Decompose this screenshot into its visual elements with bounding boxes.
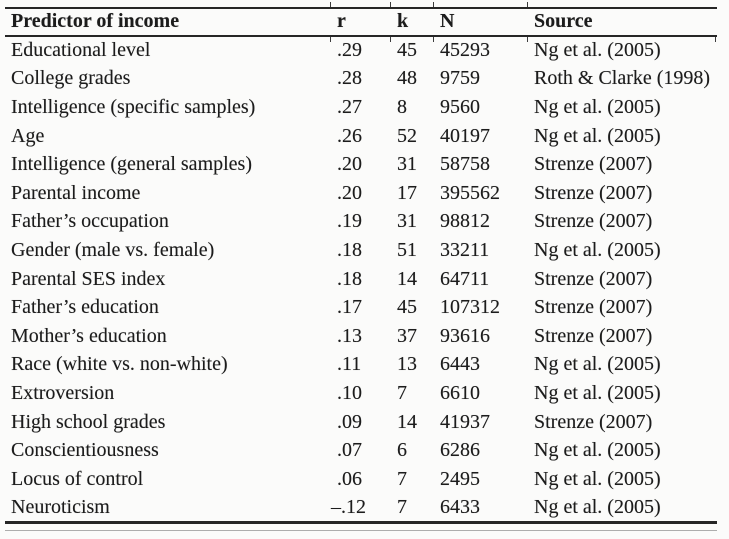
cell-k: 14: [397, 267, 417, 290]
column-divider-tick: [433, 37, 434, 42]
table-row: [5, 65, 717, 94]
cell-source: Ng et al. (2005): [534, 238, 661, 261]
column-divider-tick: [330, 2, 331, 7]
cell-k: 51: [397, 238, 417, 261]
table-row: [5, 179, 717, 208]
cell-k: 8: [397, 95, 407, 118]
cell-r: .18: [337, 267, 362, 290]
cell-source: Strenze (2007): [534, 181, 653, 204]
cell-r: .20: [337, 153, 362, 176]
cell-r: .07: [337, 439, 362, 462]
cell-r: .06: [337, 467, 362, 490]
cell-source: Ng et al. (2005): [534, 439, 661, 462]
cell-predictor: Conscientiousness: [11, 439, 159, 462]
column-divider-tick: [390, 2, 391, 7]
table-row: [5, 436, 717, 465]
cell-source: Ng et al. (2005): [534, 95, 661, 118]
cell-predictor: Age: [11, 124, 45, 147]
cell-predictor: Intelligence (specific samples): [11, 95, 256, 118]
cell-source: Ng et al. (2005): [534, 467, 661, 490]
cell-source: Strenze (2007): [534, 153, 653, 176]
cell-predictor: Mother’s education: [11, 324, 167, 347]
cell-k: 7: [397, 381, 407, 404]
column-divider-tick: [330, 37, 331, 42]
table-row: [5, 379, 717, 408]
cell-n: 58758: [440, 153, 490, 176]
col-header-r: r: [330, 8, 390, 36]
predictors-of-income-table: [5, 7, 717, 524]
cell-k: 31: [397, 210, 417, 233]
table-row: [5, 208, 717, 237]
cell-r: .29: [337, 39, 362, 62]
cell-predictor: Father’s occupation: [11, 210, 169, 233]
cell-r: .18: [337, 238, 362, 261]
table-row: [5, 236, 717, 265]
column-divider-tick: [715, 37, 716, 42]
cell-n: 45293: [440, 39, 490, 62]
column-divider-tick: [433, 2, 434, 7]
cell-source: Ng et al. (2005): [534, 124, 661, 147]
cell-k: 7: [390, 494, 433, 523]
col-header-predictor: Predictor of income: [5, 8, 330, 36]
table-row: [5, 93, 717, 122]
cell-predictor: Intelligence (general samples): [11, 153, 252, 176]
cell-k: 7: [397, 467, 407, 490]
table-row: [5, 494, 717, 523]
cell-n: 6433: [433, 494, 527, 523]
cell-source: Roth & Clarke (1998): [534, 67, 711, 90]
cell-predictor: Parental income: [11, 181, 141, 204]
table-row: [5, 465, 717, 494]
col-header-source: Source: [527, 8, 717, 36]
cell-source: Strenze (2007): [534, 210, 653, 233]
column-divider-tick: [390, 37, 391, 42]
cell-n: 98812: [440, 210, 490, 233]
cell-n: 6286: [440, 439, 480, 462]
cell-predictor: High school grades: [11, 410, 166, 433]
cell-source: Strenze (2007): [534, 296, 653, 319]
cell-n: 64711: [440, 267, 490, 290]
cell-n: 2495: [440, 467, 480, 490]
cell-n: 33211: [440, 238, 490, 261]
cell-n: 41937: [440, 410, 490, 433]
cell-n: 395562: [440, 181, 500, 204]
cell-source: Ng et al. (2005): [534, 353, 661, 376]
table-row: [5, 322, 717, 351]
cell-r: .28: [337, 67, 362, 90]
cell-predictor: Race (white vs. non-white): [11, 353, 228, 376]
cell-n: 9759: [440, 67, 480, 90]
cell-k: 6: [397, 439, 407, 462]
cell-k: 37: [397, 324, 417, 347]
cell-r: .10: [337, 381, 362, 404]
table-row: [5, 36, 717, 65]
cell-predictor: Locus of control: [11, 467, 144, 490]
table-row: [5, 150, 717, 179]
cell-k: 45: [397, 296, 417, 319]
cell-k: 31: [397, 153, 417, 176]
cell-k: 13: [397, 353, 417, 376]
cell-n: 6610: [440, 381, 480, 404]
cell-predictor: Father’s education: [11, 296, 159, 319]
cell-predictor: Educational level: [11, 39, 151, 62]
cell-source: Strenze (2007): [534, 410, 653, 433]
cell-k: 17: [397, 181, 417, 204]
cell-k: 14: [397, 410, 417, 433]
cell-r: .13: [337, 324, 362, 347]
table-row: [5, 351, 717, 380]
cell-n: 9560: [440, 95, 480, 118]
cell-predictor: Extroversion: [11, 381, 115, 404]
table-row: [5, 293, 717, 322]
table-row: [5, 122, 717, 151]
cell-predictor: Gender (male vs. female): [11, 238, 215, 261]
cell-k: 45: [397, 39, 417, 62]
cell-n: 93616: [440, 324, 490, 347]
cell-predictor: Neuroticism: [5, 494, 330, 523]
cell-source: Ng et al. (2005): [534, 381, 661, 404]
table-row: [5, 265, 717, 294]
cell-r: .26: [337, 124, 362, 147]
column-divider-tick: [527, 37, 528, 42]
cell-predictor: College grades: [11, 67, 131, 90]
cell-r: .20: [337, 181, 362, 204]
cell-source: Ng et al. (2005): [534, 39, 661, 62]
cell-r: –.12: [330, 494, 390, 523]
col-header-n: N: [433, 8, 527, 36]
cell-n: 107312: [440, 296, 500, 319]
cell-source: Strenze (2007): [534, 267, 653, 290]
cell-r: .17: [337, 296, 362, 319]
cell-source: Strenze (2007): [534, 324, 653, 347]
cell-r: .27: [337, 95, 362, 118]
table-header-row: [5, 8, 717, 36]
cell-r: .19: [337, 210, 362, 233]
cell-k: 48: [397, 67, 417, 90]
col-header-k: k: [390, 8, 433, 36]
cell-n: 6443: [440, 353, 480, 376]
cell-r: .11: [337, 353, 362, 376]
table-row: [5, 408, 717, 437]
cell-k: 52: [397, 124, 417, 147]
column-divider-tick: [527, 2, 528, 7]
cell-source: Ng et al. (2005): [527, 494, 717, 523]
cell-r: .09: [337, 410, 362, 433]
cell-n: 40197: [440, 124, 490, 147]
cell-predictor: Parental SES index: [11, 267, 166, 290]
bottom-double-rule-light-line: [5, 530, 717, 531]
